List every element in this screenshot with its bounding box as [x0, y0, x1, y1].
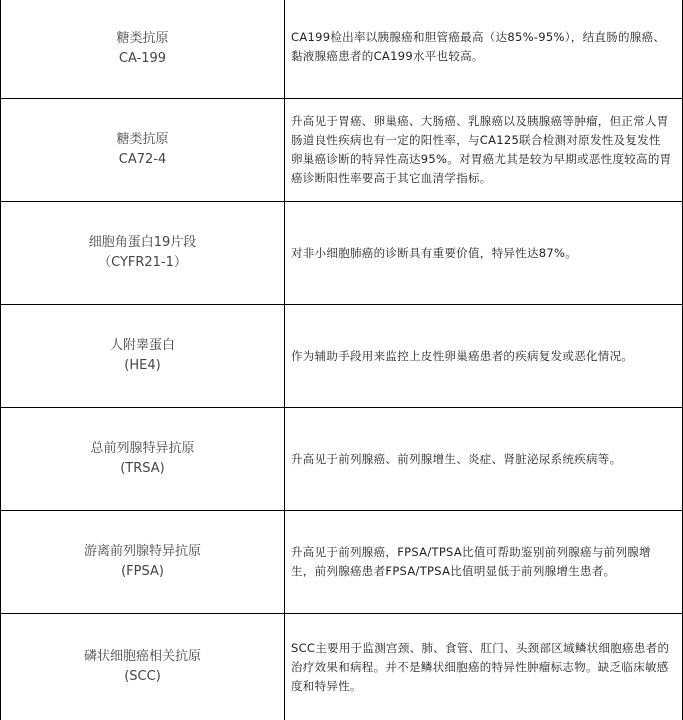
marker-code: （CYFR21-1）: [98, 255, 187, 270]
marker-name: 细胞角蛋白19片段: [88, 235, 197, 250]
marker-description: 对非小细胞肺癌的诊断具有重要价值，特异性达87%。: [291, 245, 578, 260]
marker-description-cell: [285, 202, 682, 304]
table-row: [1, 0, 682, 99]
marker-description-cell: [285, 408, 682, 510]
marker-description: 升高见于前列腺癌，FPSA/TPSA比值可帮助鉴别前列腺癌与前列腺增生，前列腺癌患者FPSA/TPSA比值明显低于前列腺增生患者。: [291, 545, 651, 578]
marker-description-cell: [285, 305, 682, 407]
table-row: [1, 614, 682, 720]
marker-description-cell: [285, 511, 682, 613]
marker-description: 作为辅助手段用来监控上皮性卵巢癌患者的疾病复发或恶化情况。: [291, 348, 634, 363]
marker-code: CA72-4: [118, 152, 167, 167]
marker-name: 人附睾蛋白: [109, 338, 175, 353]
marker-description: 升高见于前列腺癌、前列腺增生、炎症、肾脏泌尿系统疾病等。: [291, 451, 622, 466]
marker-name: 糖类抗原: [116, 31, 169, 46]
marker-description-cell: [285, 99, 682, 201]
marker-name-cell: [1, 202, 285, 304]
marker-name-cell: [1, 614, 285, 720]
marker-name-cell: [1, 0, 285, 98]
table-row: [1, 202, 682, 305]
marker-name: 总前列腺特异抗原: [90, 441, 195, 456]
marker-description-cell: [285, 614, 682, 720]
marker-name-cell: [1, 408, 285, 510]
marker-name: 游离前列腺特异抗原: [83, 544, 201, 559]
marker-name: 磷状细胞癌相关抗原: [83, 649, 201, 664]
marker-code: (TRSA): [120, 461, 165, 476]
marker-name-cell: [1, 511, 285, 613]
marker-code: (SCC): [124, 669, 161, 684]
marker-name: 糖类抗原: [116, 132, 169, 147]
marker-description: 升高见于胃癌、卵巢癌、大肠癌、乳腺癌以及胰腺癌等肿瘤，但正常人胃肠道良性疾病也有一定的阳性率，与CA125联合检测对原发性及复发性卵巢癌诊断的特异性高达95%。对胃癌尤其是较为早期或恶性度较高的胃癌诊断阳性率要高于其它血清学指标。: [291, 114, 672, 185]
marker-name-cell: [1, 99, 285, 201]
table-row: [1, 511, 682, 614]
marker-name-cell: [1, 305, 285, 407]
marker-description: CA199检出率以胰腺癌和胆管癌最高（达85%-95%），结直肠的腺癌、黏液腺癌患者的CA199水平也较高。: [291, 30, 666, 63]
marker-code: CA-199: [118, 51, 167, 66]
table-row: [1, 408, 682, 511]
marker-code: (FPSA): [121, 564, 164, 579]
marker-description-cell: [285, 0, 682, 98]
table-row: [1, 305, 682, 408]
marker-code: (HE4): [124, 358, 161, 373]
marker-description: SCC主要用于监测宫颈、肺、食管、肛门、头颈部区域鳞状细胞癌患者的治疗效果和病程。并不是鳞状细胞癌的特异性肿瘤标志物。缺乏临床敏感度和特异性。: [291, 640, 670, 693]
table-row: [1, 99, 682, 202]
